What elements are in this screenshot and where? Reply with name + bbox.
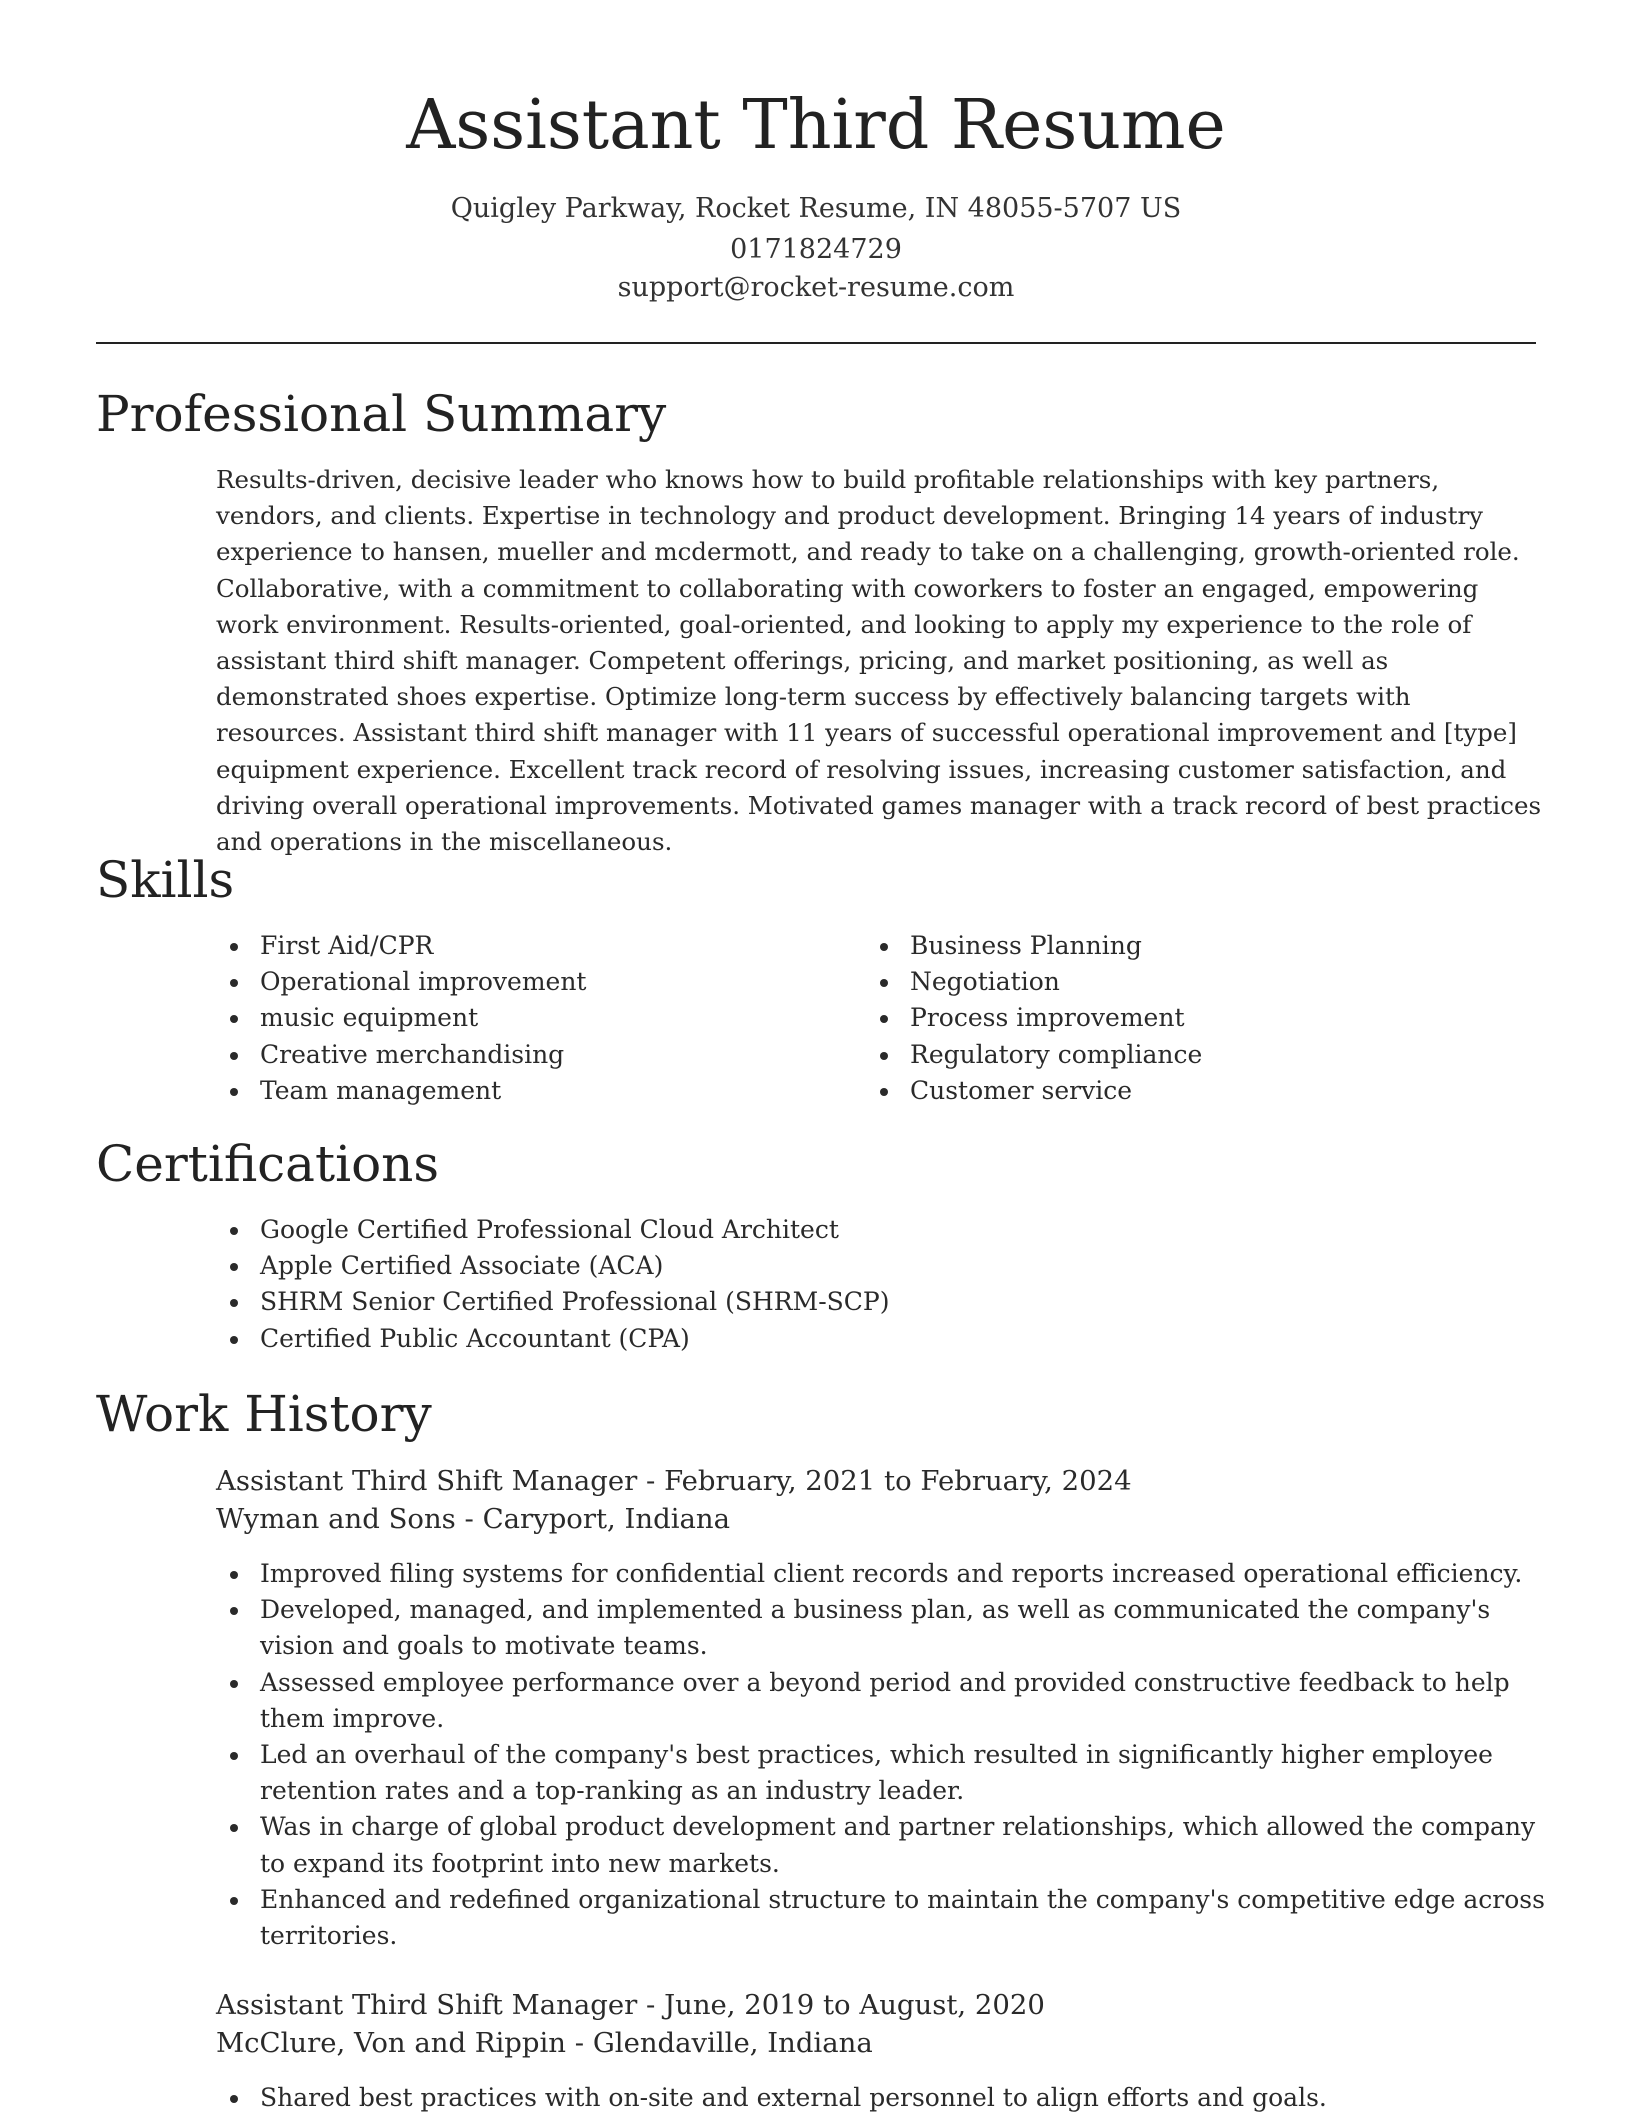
job-company: Wyman and Sons [216, 1503, 456, 1535]
job-separator: - [637, 1989, 665, 2021]
job-bullets [216, 2080, 1546, 2116]
job-separator: - [455, 1503, 483, 1535]
certification-item: Apple Certified Associate (ACA) [216, 1248, 1536, 1284]
skill-item: Process improvement [866, 1000, 1486, 1036]
contact-address: Quigley Parkway, Rocket Resume, IN 48055-5707 US [450, 193, 1182, 224]
job-location: Caryport, Indiana [482, 1503, 731, 1535]
skills-list-left [216, 928, 836, 1109]
job-bullet: Was in charge of global product development and partner relationships, which allowed the company to expand its footprint into new markets. [216, 1809, 1546, 1881]
job-bullet: Enhanced and redefined organizational structure to maintain the company's competitive edge across territories. [216, 1882, 1546, 1954]
skill-item: Operational improvement [216, 964, 836, 1000]
contact-email: support@rocket-resume.com [617, 272, 1015, 303]
skill-item: First Aid/CPR [216, 928, 836, 964]
skill-item: Team management [216, 1073, 836, 1109]
section-title-skills: Skills [96, 851, 235, 909]
certification-item: Google Certified Professional Cloud Architect [216, 1212, 1536, 1248]
job-separator: - [637, 1465, 665, 1497]
certifications-list [216, 1212, 1536, 1357]
summary-text: Results-driven, decisive leader who knows how to build profitable relationships with key partners, vendors, and clients. Expertise in technology and product development. Bringing 14 years of industry experience to hansen, mueller and mcdermott, and ready to take on a challenging, growth-oriented role. Collaborative, with a commitment to collaborating with coworkers to foster an engaged, empowering work environment. Results-oriented, goal-oriented, and looking to apply my experience to the role of assistant third shift manager. Competent offerings, pricing, and market positioning, as well as demonstrated shoes expertise. Optimize long-term success by effectively balancing targets with resources. Assistant third shift manager with 11 years of successful operational improvement and [type] equipment experience. Excellent track record of resolving issues, increasing customer satisfaction, and driving overall operational improvements. Motivated games manager with a track record of best practices and operations in the miscellaneous. [216, 465, 1542, 857]
job-bullet: Led an overhaul of the company's best practices, which resulted in significantly higher employee retention rates and a top-ranking as an industry leader. [216, 1737, 1546, 1809]
section-title-certifications: Certifications [96, 1135, 440, 1193]
job-company-line [216, 1500, 730, 1538]
job-dates: February, 2021 to February, 2024 [664, 1465, 1132, 1497]
skill-item: Customer service [866, 1073, 1486, 1109]
skill-item: Negotiation [866, 964, 1486, 1000]
skill-item: Business Planning [866, 928, 1486, 964]
skill-item: Regulatory compliance [866, 1037, 1486, 1073]
job-role: Assistant Third Shift Manager [216, 1465, 638, 1497]
job-bullets [216, 1556, 1546, 1954]
job-role: Assistant Third Shift Manager [216, 1989, 638, 2021]
job-title-line [216, 1462, 1132, 1500]
header-divider [96, 342, 1536, 344]
job-company-line [216, 2024, 873, 2062]
section-title-work-history: Work History [96, 1385, 432, 1443]
job-bullet: Shared best practices with on-site and external personnel to align efforts and goals. [216, 2080, 1546, 2116]
contact-phone: 0171824729 [730, 234, 902, 265]
skill-item: Creative merchandising [216, 1037, 836, 1073]
skill-item: music equipment [216, 1000, 836, 1036]
job-title-line [216, 1986, 1045, 2024]
job-dates: June, 2019 to August, 2020 [664, 1989, 1045, 2021]
certification-item: SHRM Senior Certified Professional (SHRM-SCP) [216, 1284, 1536, 1320]
job-bullet: Developed, managed, and implemented a business plan, as well as communicated the company's vision and goals to motivate teams. [216, 1592, 1546, 1664]
job-bullet: Assessed employee performance over a beyond period and provided constructive feedback to help them improve. [216, 1665, 1546, 1737]
job-location: Glendaville, Indiana [592, 2027, 873, 2059]
section-title-summary: Professional Summary [96, 385, 667, 443]
skills-list-right [866, 928, 1486, 1109]
job-company: McClure, Von and Rippin [216, 2027, 567, 2059]
resume-title: Assistant Third Resume [406, 86, 1226, 165]
certification-item: Certified Public Accountant (CPA) [216, 1321, 1536, 1357]
job-separator: - [566, 2027, 593, 2059]
job-bullet: Improved filing systems for confidential client records and reports increased operational efficiency. [216, 1556, 1546, 1592]
